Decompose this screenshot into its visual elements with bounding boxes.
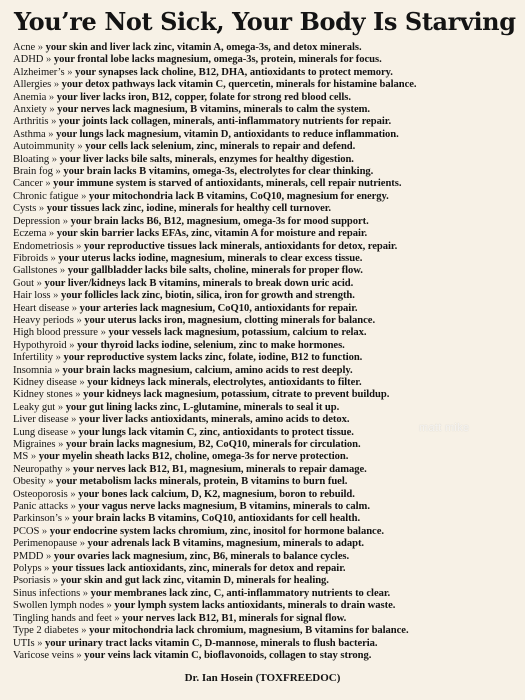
separator-arrow: » [55, 352, 61, 364]
separator-arrow: » [77, 141, 83, 153]
separator-arrow: » [53, 79, 60, 91]
condition-name: Migraines [13, 439, 56, 450]
condition-name: Tingling hands and feet [13, 612, 112, 624]
list-item [13, 625, 515, 637]
separator-arrow: » [70, 488, 76, 500]
separator-arrow: » [36, 277, 42, 289]
condition-name: Anxiety [13, 104, 47, 116]
condition-description: your reproductive system lacks zinc, folate, iodine, B12 to function. [63, 352, 363, 364]
separator-arrow: » [82, 587, 89, 599]
condition-name: Heart disease [13, 302, 70, 314]
separator-arrow: » [53, 290, 59, 302]
condition-description: your nerves lack B12, B1, magnesium, minerals to repair damage. [72, 463, 367, 475]
condition-description: your brain lacks magnesium, B2, CoQ10, minerals for circulation. [65, 439, 361, 450]
separator-arrow: » [38, 203, 45, 215]
condition-description: your gut lining lacks zinc, L-glutamine, minerals to seal it up. [65, 401, 340, 413]
separator-arrow: » [51, 153, 57, 165]
condition-name: Psoriasis [13, 575, 51, 587]
separator-arrow: » [79, 376, 85, 388]
condition-description: your veins lack vitamin C, bioflavonoids, collagen to stay strong. [84, 649, 372, 661]
condition-description: your ovaries lack magnesium, zinc, B6, minerals to balance cycles. [53, 550, 350, 562]
condition-name: Insomnia [13, 364, 53, 376]
condition-name: Neuropathy [13, 463, 63, 475]
condition-description: your bones lack calcium, D, K2, magnesium, boron to rebuild. [78, 488, 355, 500]
separator-arrow: » [58, 439, 64, 450]
list-item [13, 129, 515, 141]
list-item [13, 141, 515, 153]
condition-name: PMDD [13, 550, 44, 562]
condition-description: your frontal lobe lacks magnesium, omega-3s, protein, minerals for focus. [53, 54, 382, 66]
list-item [13, 154, 515, 166]
condition-description: your brain lacks magnesium, calcium, amino acids to rest deeply. [62, 364, 353, 376]
condition-description: your adrenals lack B vitamins, magnesium, minerals to adapt. [87, 538, 365, 550]
separator-arrow: » [46, 550, 52, 562]
condition-description: your urinary tract lacks vitamin C, D-mannose, minerals to flush bacteria. [45, 637, 378, 649]
condition-name: Lung disease [13, 426, 69, 438]
list-item [13, 54, 515, 66]
separator-arrow: » [67, 66, 73, 78]
condition-description: your reproductive tissues lack minerals, antioxidants for detox, repair. [84, 240, 398, 252]
condition-description: your synapses lack choline, B12, DHA, antioxidants to protect memory. [75, 66, 393, 78]
separator-arrow: » [75, 389, 81, 401]
list-item [13, 538, 515, 550]
separator-arrow: » [46, 54, 52, 66]
condition-description: your tissues lack antioxidants, zinc, minerals for detox and repair. [52, 563, 346, 575]
list-item [13, 402, 515, 414]
separator-arrow: » [51, 116, 57, 128]
condition-description: your metabolism lacks minerals, protein, B vitamins to burn fuel. [56, 476, 348, 488]
condition-name: Cancer [13, 178, 43, 190]
separator-arrow: » [57, 401, 64, 413]
list-item [13, 327, 515, 339]
condition-description: your skin and gut lack zinc, vitamin D, minerals for healing. [60, 575, 329, 587]
list-item [13, 600, 515, 612]
condition-name: UTIs [13, 637, 35, 649]
separator-arrow: » [59, 265, 66, 277]
condition-name: Anemia [13, 91, 47, 103]
condition-name: Infertility [13, 352, 54, 364]
list-item [13, 303, 515, 315]
condition-description: your thyroid lacks iodine, selenium, zinc to make hormones. [77, 339, 345, 351]
separator-arrow: » [81, 190, 87, 202]
condition-description: your skin barrier lacks EFAs, zinc, vitamin A for moisture and repair. [56, 228, 368, 240]
list-item [13, 439, 515, 451]
condition-name: Sinus infections [13, 587, 81, 599]
author-credit: Dr. Ian Hosein (TOXFREEDOC) [184, 672, 341, 684]
list-item [13, 513, 515, 525]
separator-arrow: » [69, 339, 75, 351]
condition-name: Arthritis [13, 116, 49, 128]
separator-arrow: » [114, 612, 120, 624]
list-item [13, 352, 515, 364]
condition-description: your kidneys lack magnesium, potassium, citrate to prevent buildup. [83, 389, 390, 401]
condition-description: your mitochondria lack B vitamins, CoQ10, magnesium for energy. [88, 190, 389, 202]
separator-arrow: » [49, 104, 55, 116]
list-item [13, 340, 515, 352]
separator-arrow: » [70, 426, 76, 438]
condition-description: your gallbladder lacks bile salts, choline, minerals for proper flow. [67, 265, 363, 277]
condition-description: your joints lack collagen, minerals, anti-inflammatory nutrients for repair. [58, 116, 392, 128]
separator-arrow: » [64, 513, 70, 525]
separator-arrow: » [37, 637, 43, 649]
condition-description: your lymph system lacks antioxidants, minerals to drain waste. [114, 600, 396, 612]
list-item [13, 588, 515, 600]
list-item [13, 265, 515, 277]
list-item [13, 377, 515, 389]
list-item [13, 489, 515, 501]
list-item [13, 613, 515, 625]
list-item [13, 278, 515, 290]
condition-name: ADHD [13, 54, 44, 66]
condition-name: Parkinson’s [13, 513, 62, 525]
list-item [13, 203, 515, 215]
condition-name: Acne [13, 42, 36, 53]
separator-arrow: » [48, 476, 54, 488]
condition-name: Chronic fatigue [13, 190, 79, 202]
list-item [13, 116, 515, 128]
separator-arrow: » [79, 538, 85, 550]
separator-arrow: » [100, 327, 106, 339]
condition-name: Varicose veins [13, 649, 74, 661]
condition-description: your brain lacks B6, B12, magnesium, omega-3s for mood support. [70, 215, 369, 227]
separator-arrow: » [70, 501, 76, 513]
separator-arrow: » [71, 302, 77, 314]
list-item [13, 253, 515, 265]
condition-description: your kidneys lack minerals, electrolytes, antioxidants to filter. [87, 376, 362, 388]
list-item [13, 241, 515, 253]
condition-description: your endocrine system lacks chromium, zinc, inositol for hormone balance. [49, 525, 384, 537]
condition-description: your uterus lacks iodine, magnesium, minerals to clear excess tissue. [58, 252, 363, 264]
condition-name: Hair loss [13, 290, 51, 302]
separator-arrow: » [76, 314, 82, 326]
separator-arrow: » [65, 463, 71, 475]
separator-arrow: » [76, 240, 82, 252]
separator-arrow: » [37, 42, 44, 53]
condition-description: your tissues lack zinc, iodine, minerals for healthy cell turnover. [46, 203, 332, 215]
condition-name: Cysts [13, 203, 37, 215]
list-item [13, 563, 515, 575]
condition-description: your nerves lack B12, B1, minerals for signal flow. [122, 612, 347, 624]
list-item [13, 575, 515, 587]
separator-arrow: » [76, 649, 82, 661]
condition-description: your vagus nerve lacks magnesium, B vitamins, minerals to calm. [78, 501, 370, 513]
condition-name: Kidney disease [13, 376, 77, 388]
condition-name: Leaky gut [13, 401, 56, 413]
separator-arrow: » [81, 625, 87, 637]
separator-arrow: » [62, 215, 69, 227]
list-item [13, 92, 515, 104]
list-item [13, 191, 515, 203]
condition-name: Gout [13, 277, 34, 289]
separator-arrow: » [30, 451, 37, 463]
condition-name: Liver disease [13, 414, 69, 426]
condition-name: Gallstones [13, 265, 58, 277]
list-item [13, 551, 515, 563]
condition-description: your immune system is starved of antioxidants, minerals, cell repair nutrients. [53, 178, 402, 190]
list-item [13, 228, 515, 240]
separator-arrow: » [106, 600, 112, 612]
condition-description: your detox pathways lack vitamin C, quercetin, minerals for histamine balance. [61, 79, 417, 91]
list-item [13, 42, 515, 54]
list-item [13, 389, 515, 401]
condition-description: your myelin sheath lacks B12, choline, omega-3s for nerve protection. [38, 451, 349, 463]
list-item [13, 216, 515, 228]
condition-name: MS [13, 451, 29, 463]
condition-name: Perimenopause [13, 538, 78, 550]
condition-description: your brain lacks B vitamins, CoQ10, antioxidants for cell health. [72, 513, 361, 525]
separator-arrow: » [44, 563, 50, 575]
condition-name: Heavy periods [13, 314, 74, 326]
list-item [13, 650, 515, 662]
condition-name: Autoimmunity [13, 141, 75, 153]
condition-name: Bloating [13, 153, 50, 165]
condition-description: your lungs lack magnesium, vitamin D, antioxidants to reduce inflammation. [56, 128, 399, 140]
condition-description: your liver lacks antioxidants, minerals, amino acids to detox. [79, 414, 350, 426]
condition-name: Osteoporosis [13, 488, 68, 500]
list-item [13, 315, 515, 327]
list-item [13, 476, 515, 488]
condition-name: Asthma [13, 128, 46, 140]
separator-arrow: » [55, 166, 61, 178]
condition-name: Allergies [13, 79, 52, 91]
separator-arrow: » [41, 525, 48, 537]
condition-name: Hypothyroid [13, 339, 67, 351]
watermark-text: matt mike [419, 422, 470, 434]
separator-arrow: » [48, 228, 55, 240]
separator-arrow: » [71, 414, 77, 426]
condition-description: your membranes lack zinc, C, anti-inflammatory nutrients to clear. [90, 587, 391, 599]
condition-name: Endometriosis [13, 240, 74, 252]
condition-description: your skin and liver lack zinc, vitamin A, omega-3s, and detox minerals. [45, 42, 362, 53]
list-item [13, 104, 515, 116]
list-item [13, 464, 515, 476]
separator-arrow: » [50, 252, 56, 264]
condition-description: your liver lacks bile salts, minerals, enzymes for healthy digestion. [59, 153, 354, 165]
list-item [13, 365, 515, 377]
list-item [13, 290, 515, 302]
condition-name: Alzheimer’s [13, 66, 65, 78]
list-item [13, 451, 515, 463]
condition-name: Polyps [13, 563, 42, 575]
list-item [13, 526, 515, 538]
condition-description: your arteries lack magnesium, CoQ10, antioxidants for repair. [79, 302, 358, 314]
condition-description: your liver/kidneys lack B vitamins, minerals to break down uric acid. [44, 277, 354, 289]
list-item [13, 178, 515, 190]
separator-arrow: » [48, 91, 55, 103]
list-item [13, 638, 515, 650]
condition-name: Eczema [13, 228, 47, 240]
condition-name: Swollen lymph nodes [13, 600, 104, 612]
condition-description: your follicles lack zinc, biotin, silica, iron for growth and strength. [60, 290, 355, 302]
condition-description: your vessels lack magnesium, potassium, calcium to relax. [108, 327, 367, 339]
list-item [13, 67, 515, 79]
list-item [13, 79, 515, 91]
separator-arrow: » [48, 128, 54, 140]
condition-list [13, 42, 515, 662]
condition-name: Obesity [13, 476, 46, 488]
condition-description: your lungs lack vitamin C, zinc, antioxidants to protect tissue. [78, 426, 354, 438]
condition-description: your liver lacks iron, B12, copper, folate for strong red blood cells. [56, 91, 351, 103]
condition-description: your cells lack selenium, zinc, minerals to repair and defend. [85, 141, 356, 153]
condition-name: Fibroids [13, 252, 48, 264]
condition-description: your nerves lack magnesium, B vitamins, minerals to calm the system. [57, 104, 370, 116]
separator-arrow: » [52, 575, 59, 587]
list-item [13, 501, 515, 513]
condition-description: your uterus lacks iron, magnesium, clotting minerals for balance. [84, 314, 376, 326]
condition-name: High blood pressure [13, 327, 98, 339]
condition-name: Depression [13, 215, 61, 227]
condition-name: PCOS [13, 525, 40, 537]
list-item [13, 166, 515, 178]
page-title: You’re Not Sick, Your Body Is Starving [14, 7, 516, 36]
condition-description: your mitochondria lack chromium, magnesium, B vitamins for balance. [89, 625, 409, 637]
condition-name: Kidney stones [13, 389, 73, 401]
separator-arrow: » [54, 364, 60, 376]
condition-name: Brain fog [13, 166, 53, 178]
condition-name: Type 2 diabetes [13, 625, 79, 637]
condition-name: Panic attacks [13, 501, 68, 513]
separator-arrow: » [45, 178, 51, 190]
condition-description: your brain lacks B vitamins, omega-3s, electrolytes for clear thinking. [63, 166, 374, 178]
